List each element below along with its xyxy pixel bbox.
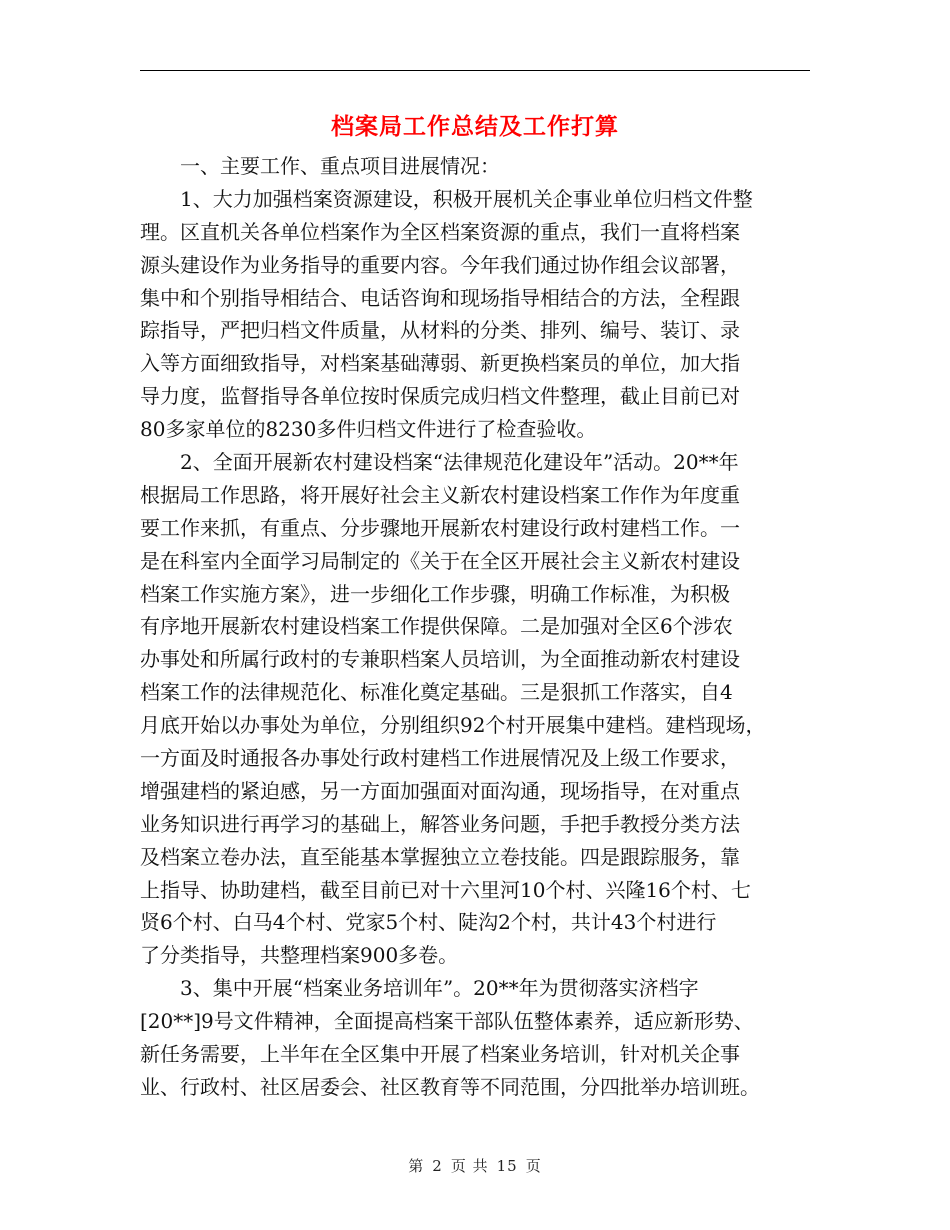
- body-text-line: 理。区直机关各单位档案作为全区档案资源的重点，我们一直将档案: [140, 219, 740, 244]
- body-text-line: 3、集中开展“档案业务培训年”。20**年为贯彻落实济档字: [180, 976, 699, 1001]
- body-text-line: 贤6个村、白马4个村、党家5个村、陡沟2个村，共计43个村进行: [140, 910, 717, 935]
- page-footer: [0, 1155, 950, 1176]
- body-text-line: 业务知识进行再学习的基础上，解答业务问题，手把手教授分类方法: [140, 811, 740, 836]
- footer-page-number: 2: [432, 1157, 443, 1175]
- footer-total-pages: 15: [496, 1157, 518, 1175]
- header-rule: [140, 70, 810, 71]
- document-title: 档案局工作总结及工作打算: [331, 114, 619, 140]
- body-text-line: 是在科室内全面学习局制定的《关于在全区开展社会主义新农村建设: [140, 548, 740, 573]
- body-text-line: 档案工作的法律规范化、标准化奠定基础。三是狠抓工作落实，自4: [140, 680, 733, 705]
- body-text-line: [20**]9号文件精神，全面提高档案干部队伍整体素养，适应新形势、: [140, 1009, 754, 1034]
- body-text-line: 要工作来抓，有重点、分步骤地开展新农村建设行政村建档工作。一: [140, 515, 740, 540]
- body-text-line: 月底开始以办事处为单位，分别组织92个村开展集中建档。建档现场，: [140, 713, 766, 738]
- body-text-line: 增强建档的紧迫感，另一方面加强面对面沟通，现场指导，在对重点: [140, 778, 740, 803]
- body-text-line: 2、全面开展新农村建设档案“法律规范化建设年”活动。20**年: [180, 450, 739, 475]
- body-text-line: 新任务需要，上半年在全区集中开展了档案业务培训，针对机关企事: [140, 1042, 740, 1067]
- body-text-line: 档案工作实施方案》，进一步细化工作步骤，明确工作标准，为积极: [140, 581, 730, 606]
- body-text-line: 业、行政村、社区居委会、社区教育等不同范围，分四批举办培训班。: [140, 1074, 760, 1099]
- body-text-line: 办事处和所属行政村的专兼职档案人员培训，为全面推动新农村建设: [140, 647, 740, 672]
- body-text-line: 80多家单位的8230多件归档文件进行了检查验收。: [140, 417, 597, 442]
- body-text-line: 踪指导，严把归档文件质量，从材料的分类、排列、编号、装订、录: [140, 318, 740, 343]
- footer-suffix: 页: [525, 1157, 542, 1175]
- footer-middle: 页 共: [450, 1157, 489, 1175]
- body-text-line: 上指导、协助建档，截至目前已对十六里河10个村、兴隆16个村、七: [140, 877, 751, 902]
- body-text-line: 及档案立卷办法，直至能基本掌握独立立卷技能。四是跟踪服务，靠: [140, 844, 740, 869]
- body-text-line: 1、大力加强档案资源建设，积极开展机关企事业单位归档文件整: [180, 186, 753, 211]
- body-text-line: 了分类指导，共整理档案900多卷。: [140, 943, 459, 968]
- body-text-line: 入等方面细致指导，对档案基础薄弱、新更换档案员的单位，加大指: [140, 351, 740, 376]
- body-text-line: 源头建设作为业务指导的重要内容。今年我们通过协作组会议部署，: [140, 252, 740, 277]
- body-text-line: 一方面及时通报各办事处行政村建档工作进展情况及上级工作要求，: [140, 746, 740, 771]
- body-text-line: 集中和个别指导相结合、电话咨询和现场指导相结合的方法，全程跟: [140, 285, 740, 310]
- body-text-line: 导力度，监督指导各单位按时保质完成归档文件整理，截止目前已对: [140, 384, 740, 409]
- footer-prefix: 第: [408, 1157, 425, 1175]
- body-text-line: 一、主要工作、重点项目进展情况：: [180, 154, 500, 178]
- body-text-line: 根据局工作思路，将开展好社会主义新农村建设档案工作作为年度重: [140, 482, 740, 507]
- body-text-line: 有序地开展新农村建设档案工作提供保障。二是加强对全区6个涉农: [140, 614, 733, 639]
- document-body: [140, 150, 812, 1104]
